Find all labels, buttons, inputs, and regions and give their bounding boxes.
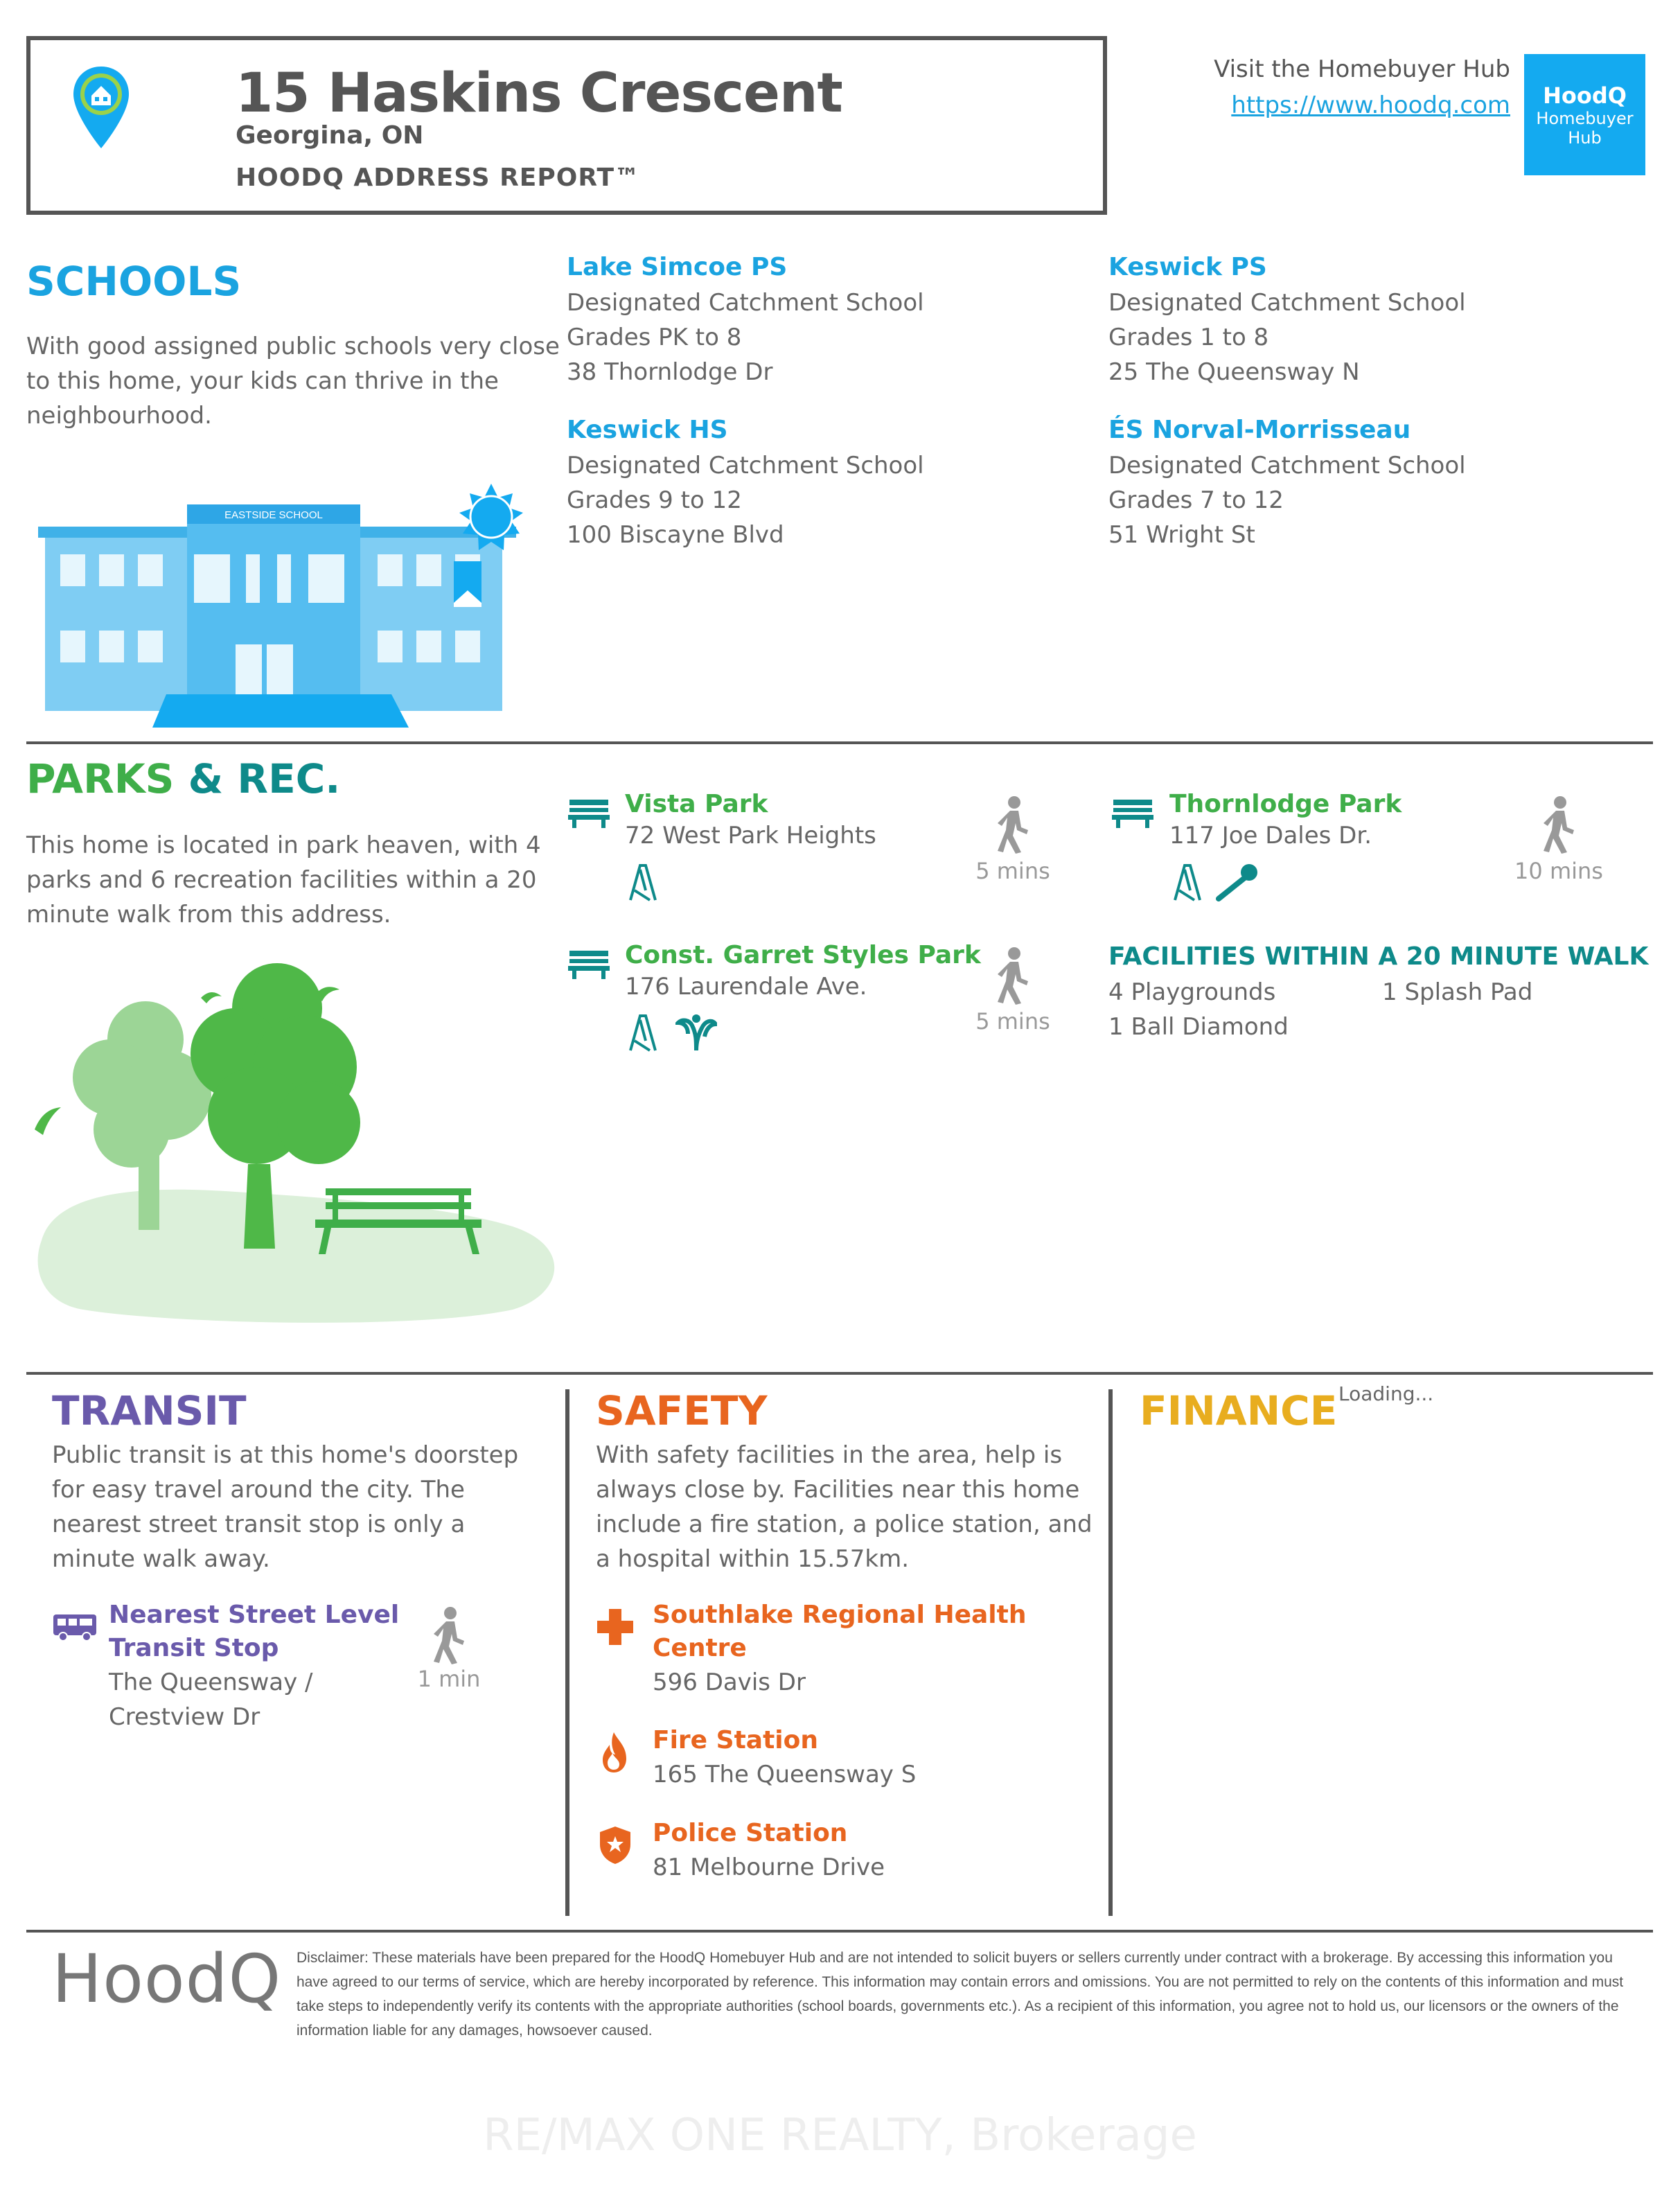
transit-heading: TRANSIT (52, 1387, 247, 1434)
hoodq-logo: HoodQ (52, 1940, 282, 2018)
splash-pad-icon (675, 1013, 717, 1052)
footer-divider (26, 1930, 1653, 1933)
hospital-address: 596 Davis Dr (653, 1669, 806, 1696)
parks-heading-a: PARKS (26, 755, 175, 802)
school-address: 25 The Queensway N (1108, 358, 1360, 386)
safety-heading: SAFETY (596, 1387, 768, 1434)
school-grades: Grades 7 to 12 (1108, 486, 1284, 514)
school-address: 100 Biscayne Blvd (567, 521, 784, 549)
school-card (1108, 253, 1466, 389)
park-name[interactable]: Const. Garret Styles Park (625, 941, 981, 969)
school-card (567, 416, 924, 552)
address-city: Georgina, ON (236, 121, 424, 150)
facility-item: 1 Ball Diamond (1108, 1013, 1289, 1041)
school-type: Designated Catchment School (1108, 452, 1466, 479)
park-name[interactable]: Vista Park (625, 790, 768, 818)
school-name[interactable]: Lake Simcoe PS (567, 253, 788, 281)
schools-heading: SCHOOLS (26, 258, 242, 305)
bus-icon (52, 1613, 98, 1642)
hospital-name-2[interactable]: Centre (653, 1634, 747, 1662)
hub-badge-title: HoodQ (1543, 82, 1627, 109)
park-address: 72 West Park Heights (625, 822, 876, 850)
hub-badge-line2: Hub (1568, 127, 1602, 148)
walking-person-icon (992, 947, 1034, 1005)
hospital-name-1[interactable]: Southlake Regional Health (653, 1601, 1027, 1629)
park-card (1169, 790, 1402, 853)
walk-time: 1 min (417, 1666, 481, 1692)
baseball-icon (1216, 863, 1262, 901)
parks-heading (26, 755, 340, 802)
transit-stop-title-1[interactable]: Nearest Street Level (109, 1601, 400, 1629)
bench-icon (568, 798, 610, 829)
park-card (625, 941, 981, 1004)
park-card (625, 790, 876, 853)
safety-description: With safety facilities in the area, help is always close by. Facilities near this home include a fire station, a police station, and a hospital within 15.57km. (596, 1441, 1093, 1573)
school-sign-text: EASTSIDE SCHOOL (224, 509, 323, 521)
park-name[interactable]: Thornlodge Park (1169, 790, 1402, 818)
walk-time: 10 mins (1514, 858, 1603, 884)
school-grades: Grades 1 to 8 (1108, 324, 1269, 351)
transit-stop-title-2[interactable]: Transit Stop (109, 1634, 279, 1662)
brokerage-watermark: RE/MAX ONE REALTY, Brokerage (483, 2110, 1197, 2161)
hospital-cross-icon (596, 1608, 635, 1646)
column-divider (565, 1389, 569, 1916)
fire-station-name[interactable]: Fire Station (653, 1726, 818, 1754)
bench-icon (1112, 798, 1153, 829)
homebuyer-hub-badge[interactable] (1524, 54, 1645, 175)
parks-heading-b: & REC. (188, 755, 341, 802)
transit-stop-line-1: The Queensway / (109, 1669, 313, 1696)
school-type: Designated Catchment School (567, 452, 924, 479)
park-address: 117 Joe Dales Dr. (1169, 822, 1372, 850)
walk-time: 5 mins (975, 1008, 1050, 1035)
police-station-name[interactable]: Police Station (653, 1819, 848, 1847)
school-grades: Grades 9 to 12 (567, 486, 742, 514)
police-station-address: 81 Melbourne Drive (653, 1854, 885, 1881)
safety-card (653, 1724, 916, 1792)
safety-card (653, 1817, 885, 1885)
transit-description: Public transit is at this home's doorstep for easy travel around the city. The nearest street transit stop is only a minute walk away. (52, 1441, 519, 1573)
school-name[interactable]: Keswick HS (567, 416, 728, 444)
school-card (1108, 416, 1466, 552)
park-address: 176 Laurendale Ave. (625, 973, 867, 1001)
school-card (567, 253, 924, 389)
hub-link[interactable]: https://www.hoodq.com (1231, 91, 1510, 119)
school-address: 38 Thornlodge Dr (567, 358, 773, 386)
walk-time: 5 mins (975, 858, 1050, 884)
school-name[interactable]: Keswick PS (1108, 253, 1267, 281)
report-label: HOODQ ADDRESS REPORT™ (236, 164, 641, 192)
hub-badge-line1: Homebuyer (1536, 108, 1634, 128)
facility-item: 1 Splash Pad (1382, 978, 1533, 1006)
parks-description: This home is located in park heaven, with 4 parks and 6 recreation facilities within a 20 minute walk from this address. (26, 831, 541, 929)
address-title: 15 Haskins Crescent (236, 62, 842, 125)
fire-icon (600, 1731, 629, 1774)
school-address: 51 Wright St (1108, 521, 1255, 549)
park-illustration (28, 963, 568, 1323)
school-building-illustration (38, 478, 547, 731)
finance-loading: Loading... (1338, 1382, 1434, 1405)
police-shield-icon (599, 1825, 632, 1865)
finance-heading: FINANCE (1140, 1387, 1338, 1434)
walking-person-icon (428, 1606, 470, 1664)
transit-stop-line-2: Crestview Dr (109, 1703, 260, 1731)
safety-card (653, 1599, 1026, 1700)
bench-icon (568, 949, 610, 980)
playground-icon (625, 1013, 660, 1052)
school-grades: Grades PK to 8 (567, 324, 742, 351)
school-type: Designated Catchment School (1108, 289, 1466, 317)
walking-person-icon (992, 795, 1034, 854)
playground-icon (625, 863, 660, 901)
playground-icon (1169, 863, 1204, 901)
column-divider (1108, 1389, 1113, 1916)
disclaimer-text: Disclaimer: These materials have been prepared for the HoodQ Homebuyer Hub and are not intended to solicit buyers or sellers currently under contract with a brokerage. By accessing this information you have agreed to our terms of service, which are hereby incorporated by reference. This information may contain errors and omissions. You are not permitted to rely on the contents of this information and must take steps to independently verify its contents with the appropriate authorities (school boards, governments etc.). As a recipient of this information, you agree not to hold us, our licensors or the owners of the information liable for any damages, howsoever caused. (297, 1950, 1624, 2039)
fire-station-address: 165 The Queensway S (653, 1761, 917, 1788)
facility-item: 4 Playgrounds (1108, 978, 1276, 1006)
school-name[interactable]: ÉS Norval-Morrisseau (1108, 416, 1411, 444)
facilities-heading: FACILITIES WITHIN A 20 MINUTE WALK (1108, 942, 1649, 971)
section-divider (26, 741, 1653, 744)
transit-stop-card (109, 1599, 399, 1734)
location-pin-icon (69, 64, 133, 152)
section-divider (26, 1372, 1653, 1375)
schools-description: With good assigned public schools very close to this home, your kids can thrive in the neighbourhood. (26, 333, 560, 430)
school-type: Designated Catchment School (567, 289, 924, 317)
walking-person-icon (1538, 795, 1580, 854)
hub-visit-text: Visit the Homebuyer Hub (1214, 55, 1510, 83)
